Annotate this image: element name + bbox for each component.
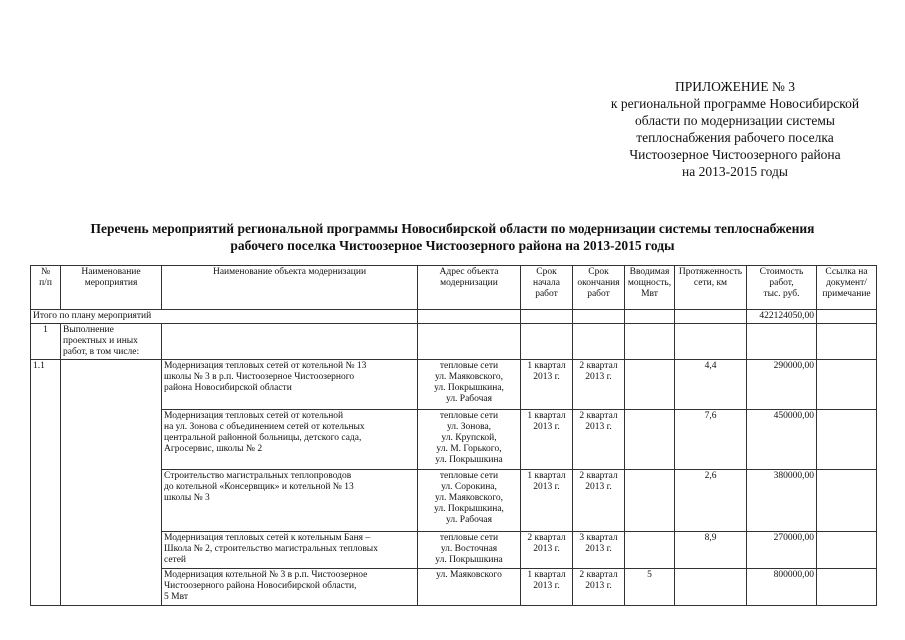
appendix-line: Чистоозерное Чистоозерного района [629,147,841,162]
length-value: 7,6 [675,410,747,470]
start-period: 1 квартал 2013 г. [521,470,573,532]
document-title-line: Перечень мероприятий региональной программы Новосибирской области по модернизации системы теплоснабжения [90,221,815,236]
total-row [31,310,877,324]
length-value: 2,6 [675,470,747,532]
power-value [625,410,675,470]
power-value [625,470,675,532]
start-period: 1 квартал 2013 г. [521,360,573,410]
header-end: Срок окончания работ [573,266,625,310]
section-name: Выполнение проектных и иных работ, в том числе: [61,324,162,360]
document-title-line: рабочего поселка Чистоозерное Чистоозерного района на 2013-2015 годы [230,238,675,253]
note-value [817,532,877,569]
cost-value: 800000,00 [747,569,817,606]
table-header-row [31,266,877,310]
note-value [817,470,877,532]
start-period: 1 квартал 2013 г. [521,410,573,470]
appendix-line: к региональной программе Новосибирской [610,96,860,111]
section-row [31,324,877,360]
header-measure: Наименование мероприятия [61,266,162,310]
cost-value: 270000,00 [747,532,817,569]
object-name: Модернизация тепловых сетей от котельной на ул. Зонова с объединением сетей от котельных центральной районной больницы, детского сада, Агросервис, школы № 2 [162,410,418,470]
end-period: 2 квартал 2013 г. [573,569,625,606]
appendix-line: на 2013-2015 годы [682,164,788,179]
object-name: Модернизация котельной № 3 в р.п. Чистоозерное Чистоозерного района Новосибирской области, 5 Мвт [162,569,418,606]
header-note: Ссылка на документ/ примечание [817,266,877,310]
header-power: Вводимая мощность, Мвт [625,266,675,310]
object-address: тепловые сети ул. Маяковского, ул. Покрышкина, ул. Рабочая [418,360,521,410]
header-num: № п/п [31,266,61,310]
appendix-block [585,78,885,180]
power-value [625,532,675,569]
object-address: тепловые сети ул. Сорокина, ул. Маяковского, ул. Покрышкина, ул. Рабочая [418,470,521,532]
document-title [20,220,885,254]
object-address: тепловые сети ул. Зонова, ул. Крупской, ул. М. Горького, ул. Покрышкина [418,410,521,470]
end-period: 3 квартал 2013 г. [573,532,625,569]
length-value [675,569,747,606]
header-address: Адрес объекта модернизации [418,266,521,310]
header-cost: Стоимость работ, тыс. руб. [747,266,817,310]
power-value [625,360,675,410]
end-period: 2 квартал 2013 г. [573,410,625,470]
total-cost: 422124050,00 [747,310,817,324]
table-row [31,360,877,410]
end-period: 2 квартал 2013 г. [573,360,625,410]
measures-table [30,265,877,606]
note-value [817,569,877,606]
start-period: 1 квартал 2013 г. [521,569,573,606]
note-value [817,360,877,410]
appendix-line: теплоснабжения рабочего поселка [636,130,834,145]
appendix-line: ПРИЛОЖЕНИЕ № 3 [674,79,796,94]
end-period: 2 квартал 2013 г. [573,470,625,532]
cost-value: 380000,00 [747,470,817,532]
object-address: ул. Маяковского [418,569,521,606]
note-value [817,410,877,470]
object-name: Модернизация тепловых сетей от котельной № 13 школы № 3 в р.п. Чистоозерное Чистоозерного района Новосибирской области [162,360,418,410]
start-period: 2 квартал 2013 г. [521,532,573,569]
header-length: Протяженность сети, км [675,266,747,310]
section-num: 1 [31,324,61,360]
subsection-num: 1.1 [31,360,61,606]
header-start: Срок начала работ [521,266,573,310]
cost-value: 450000,00 [747,410,817,470]
total-label: Итого по плану мероприятий [31,310,418,324]
object-name: Модернизация тепловых сетей к котельным Баня – Школа № 2, строительство магистральных тепловых сетей [162,532,418,569]
object-name: Строительство магистральных теплопроводов до котельной «Консервщик» и котельной № 13 школы № 3 [162,470,418,532]
cost-value: 290000,00 [747,360,817,410]
header-object: Наименование объекта модернизации [162,266,418,310]
appendix-line: области по модернизации системы [635,113,835,128]
object-address: тепловые сети ул. Восточная ул. Покрышкина [418,532,521,569]
length-value: 8,9 [675,532,747,569]
power-value: 5 [625,569,675,606]
length-value: 4,4 [675,360,747,410]
